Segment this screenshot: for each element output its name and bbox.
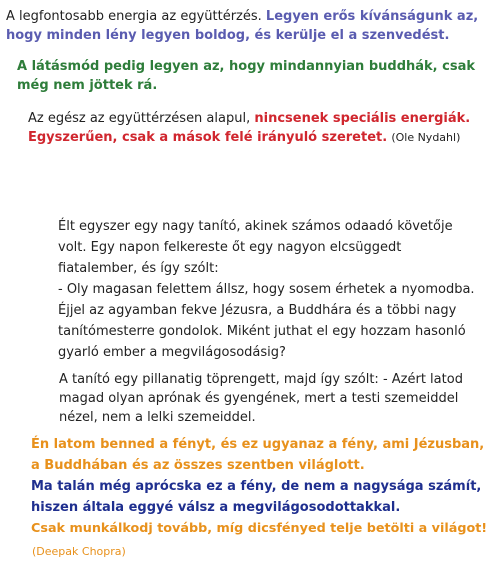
story-paragraph-2: - Oly magasan felettem állsz, hogy sosem érhetek a nyomodba. Éjjel az agyamban fekve Jézusra, a Buddhára és a többi nagy tanítómesterre gondolok. Miként juthat el egy hozzam hasonló gyarló ember a megvilágosodásig? [58,282,475,360]
story-paragraph-3: A tanító egy pillanatig töprengett, majd így szólt: - Azért latod magad olyan aprónak és gyengének, mert a testi szemeiddel nézel, nem a lelki szemeiddel. [59,372,463,425]
closing-quote [31,434,493,539]
quote-ole-author: (Ole Nydahl) [391,131,461,144]
quote-buddhas: A látásmód pedig legyen az, hogy mindannyian buddhák, csak még nem jöttek rá. [17,59,476,93]
quote-ole-emphasis: nincsenek speciális energiák. Egyszerűen, csak a mások felé irányuló szeretet. [28,111,471,145]
closing-line-1: Én latom benned a fényt, és ez ugyanaz a fény, ami Jézusban, [31,437,485,452]
closing-line-2: a Buddhában és az összes szentben világlott. [31,458,365,473]
quote-ole-plain: Az egész az együttérzésen alapul, [28,111,251,126]
closing-line-3: Ma talán még aprócska ez a fény, de nem a nagysága számít, [31,479,482,494]
story-paragraph-1: Élt egyszer egy nagy tanító, akinek számos odaadó követője volt. Egy napon felkereste őt egy nagyon elcsüggedt fiatalember, és így szólt: [58,219,453,276]
quote-compassion [6,7,491,45]
quote-compassion-plain: A legfontosabb energia az együttérzés. [6,9,262,24]
closing-line-4: hiszen általa eggyé válsz a megvilágosodottakkal. [31,500,401,515]
quote-ole-nydahl [28,109,490,147]
quote-compassion-emphasis: Legyen erős kívánságunk az, hogy minden lény legyen boldog, és kerülje el a szenvedést. [6,9,479,43]
story-block [58,216,478,363]
closing-line-5: Csak munkálkodj tovább, míg dicsfényed telje betölti a világot! [31,521,488,536]
author-credit: (Deepak Chopra) [32,545,126,558]
